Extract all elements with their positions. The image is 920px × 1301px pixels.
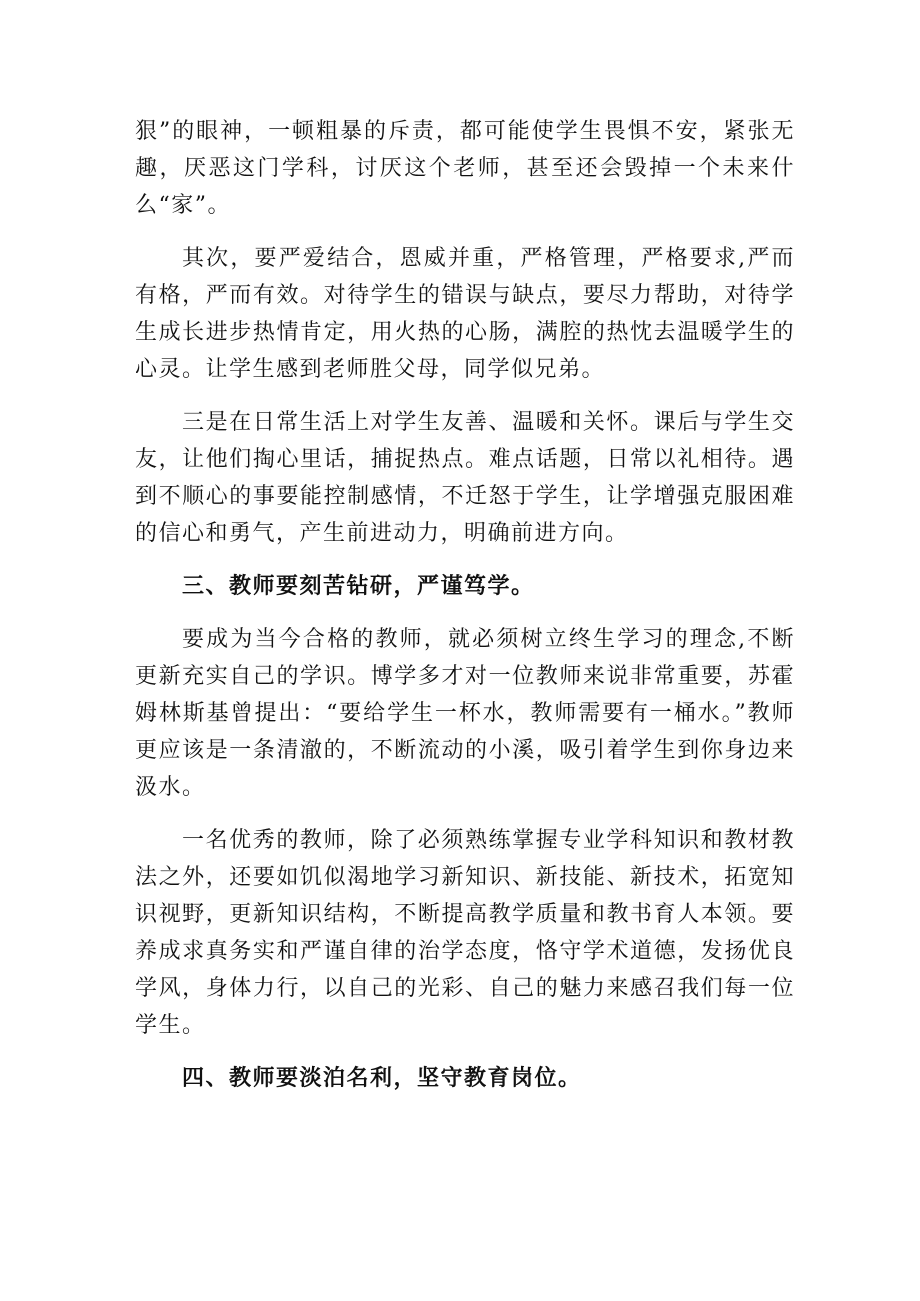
section-heading-4: 四、教师要淡泊名利，坚守教育岗位。 xyxy=(182,1066,582,1091)
paragraph-lifelong-learning: 要成为当今合格的教师，就必须树立终生学习的理念,不断更新充实自己的学识。博学多才对一位教师来说非常重要，苏霍姆林斯基曾提出：“要给学生一杯水，教师需要有一桶水。”教师更应该是一条清澈的，不断流动的小溪，吸引着学生到你身边来汲水。 xyxy=(135,627,795,800)
paragraph-strict-love: 其次，要严爱结合，恩威并重，严格管理，严格要求,严而有格，严而有效。对待学生的错误与缺点，要尽力帮助，对待学生成长进步热情肯定，用火热的心肠，满腔的热忱去温暖学生的心灵。让学生感到老师胜父母，同学似兄弟。 xyxy=(135,246,795,382)
section-heading-3: 三、教师要刻苦钻研，严谨笃学。 xyxy=(182,574,535,599)
paragraph-daily-care: 三是在日常生活上对学生友善、温暖和关怀。课后与学生交友，让他们掏心里话，捕捉热点。难点话题，日常以礼相待。遇到不顺心的事要能控制感情，不迁怒于学生，让学增强克服困难的信心和勇气，产生前进动力，明确前进方向。 xyxy=(135,410,795,546)
paragraph-excellent-teacher: 一名优秀的教师，除了必须熟练掌握专业学科知识和教材教法之外，还要如饥似渴地学习新知识、新技能、新技术，拓宽知识视野，更新知识结构，不断提高教学质量和教书育人本领。要养成求真务实和严谨自律的治学态度，恪守学术道德，发扬优良学风，身体力行，以自己的光彩、自己的魅力来感召我们每一位学生。 xyxy=(135,828,795,1038)
document-body xyxy=(135,113,795,1097)
paragraph-continued: 狠”的眼神，一顿粗暴的斥责，都可能使学生畏惧不安，紧张无趣，厌恶这门学科，讨厌这个老师，甚至还会毁掉一个未来什么“家”。 xyxy=(135,119,795,218)
